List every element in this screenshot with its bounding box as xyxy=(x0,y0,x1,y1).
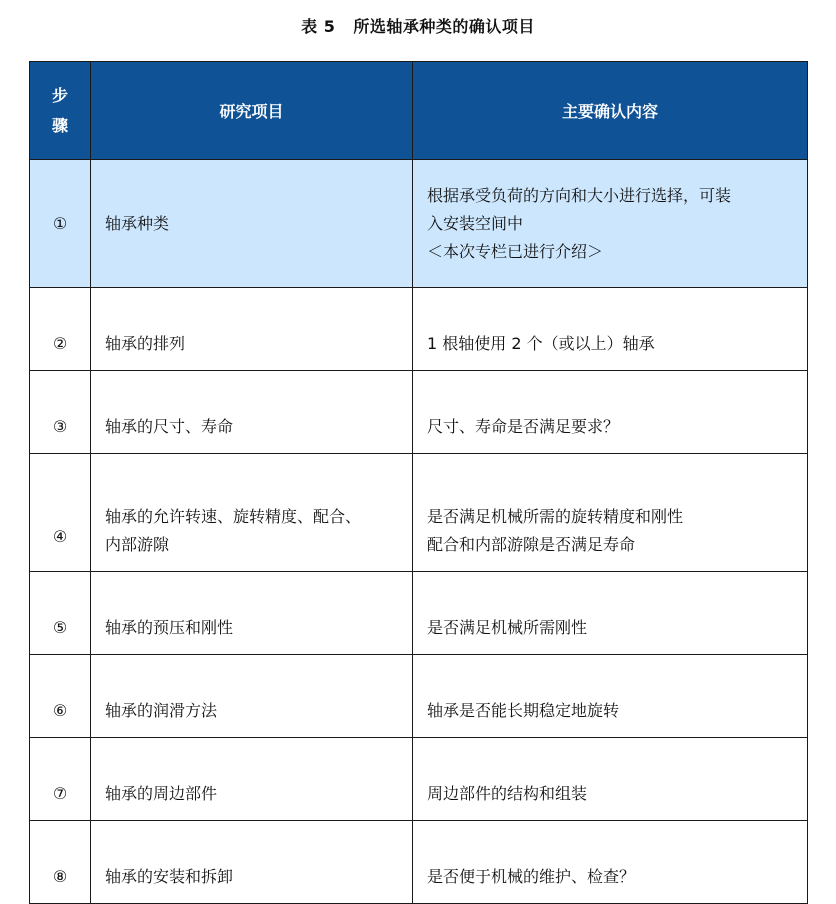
table-row xyxy=(30,738,808,821)
header-main-content: 主要确认内容 xyxy=(413,62,808,160)
step-number: ⑥ xyxy=(30,655,91,738)
research-item: 轴承的周边部件 xyxy=(91,738,413,821)
step-number: ④ xyxy=(30,454,91,572)
step-number: ③ xyxy=(30,371,91,454)
table-row xyxy=(30,288,808,371)
research-item: 轴承的排列 xyxy=(91,288,413,371)
confirmation-content: 是否满足机械所需刚性 xyxy=(413,572,808,655)
research-item: 轴承的安装和拆卸 xyxy=(91,821,413,904)
table-caption xyxy=(0,14,836,37)
table-row xyxy=(30,655,808,738)
confirmation-content: 根据承受负荷的方向和大小进行选择，可装 入安装空间中 ＜本次专栏已进行介绍＞ xyxy=(413,160,808,288)
table-row xyxy=(30,160,808,288)
table-row xyxy=(30,371,808,454)
confirmation-content: 尺寸、寿命是否满足要求？ xyxy=(413,371,808,454)
step-number: ⑤ xyxy=(30,572,91,655)
step-number: ⑦ xyxy=(30,738,91,821)
table-title: 所选轴承种类的确认项目 xyxy=(353,17,535,36)
research-item: 轴承的预压和刚性 xyxy=(91,572,413,655)
research-item: 轴承的润滑方法 xyxy=(91,655,413,738)
confirmation-content: 轴承是否能长期稳定地旋转 xyxy=(413,655,808,738)
step-number: ① xyxy=(30,160,91,288)
research-item: 轴承的尺寸、寿命 xyxy=(91,371,413,454)
header-row xyxy=(30,62,808,160)
table-row xyxy=(30,454,808,572)
confirmation-content: 周边部件的结构和组装 xyxy=(413,738,808,821)
confirmation-content: 是否满足机械所需的旋转精度和刚性 配合和内部游隙是否满足寿命 xyxy=(413,454,808,572)
research-item: 轴承的允许转速、旋转精度、配合、 内部游隙 xyxy=(91,454,413,572)
header-step: 步 骤 xyxy=(30,62,91,160)
confirmation-content: 1 根轴使用 2 个（或以上）轴承 xyxy=(413,288,808,371)
confirmation-content: 是否便于机械的维护、检查？ xyxy=(413,821,808,904)
header-research-item: 研究项目 xyxy=(91,62,413,160)
table-row xyxy=(30,572,808,655)
table-number: 表 5 xyxy=(301,17,336,36)
bearing-confirmation-table xyxy=(29,61,808,904)
step-number: ② xyxy=(30,288,91,371)
research-item: 轴承种类 xyxy=(91,160,413,288)
step-number: ⑧ xyxy=(30,821,91,904)
